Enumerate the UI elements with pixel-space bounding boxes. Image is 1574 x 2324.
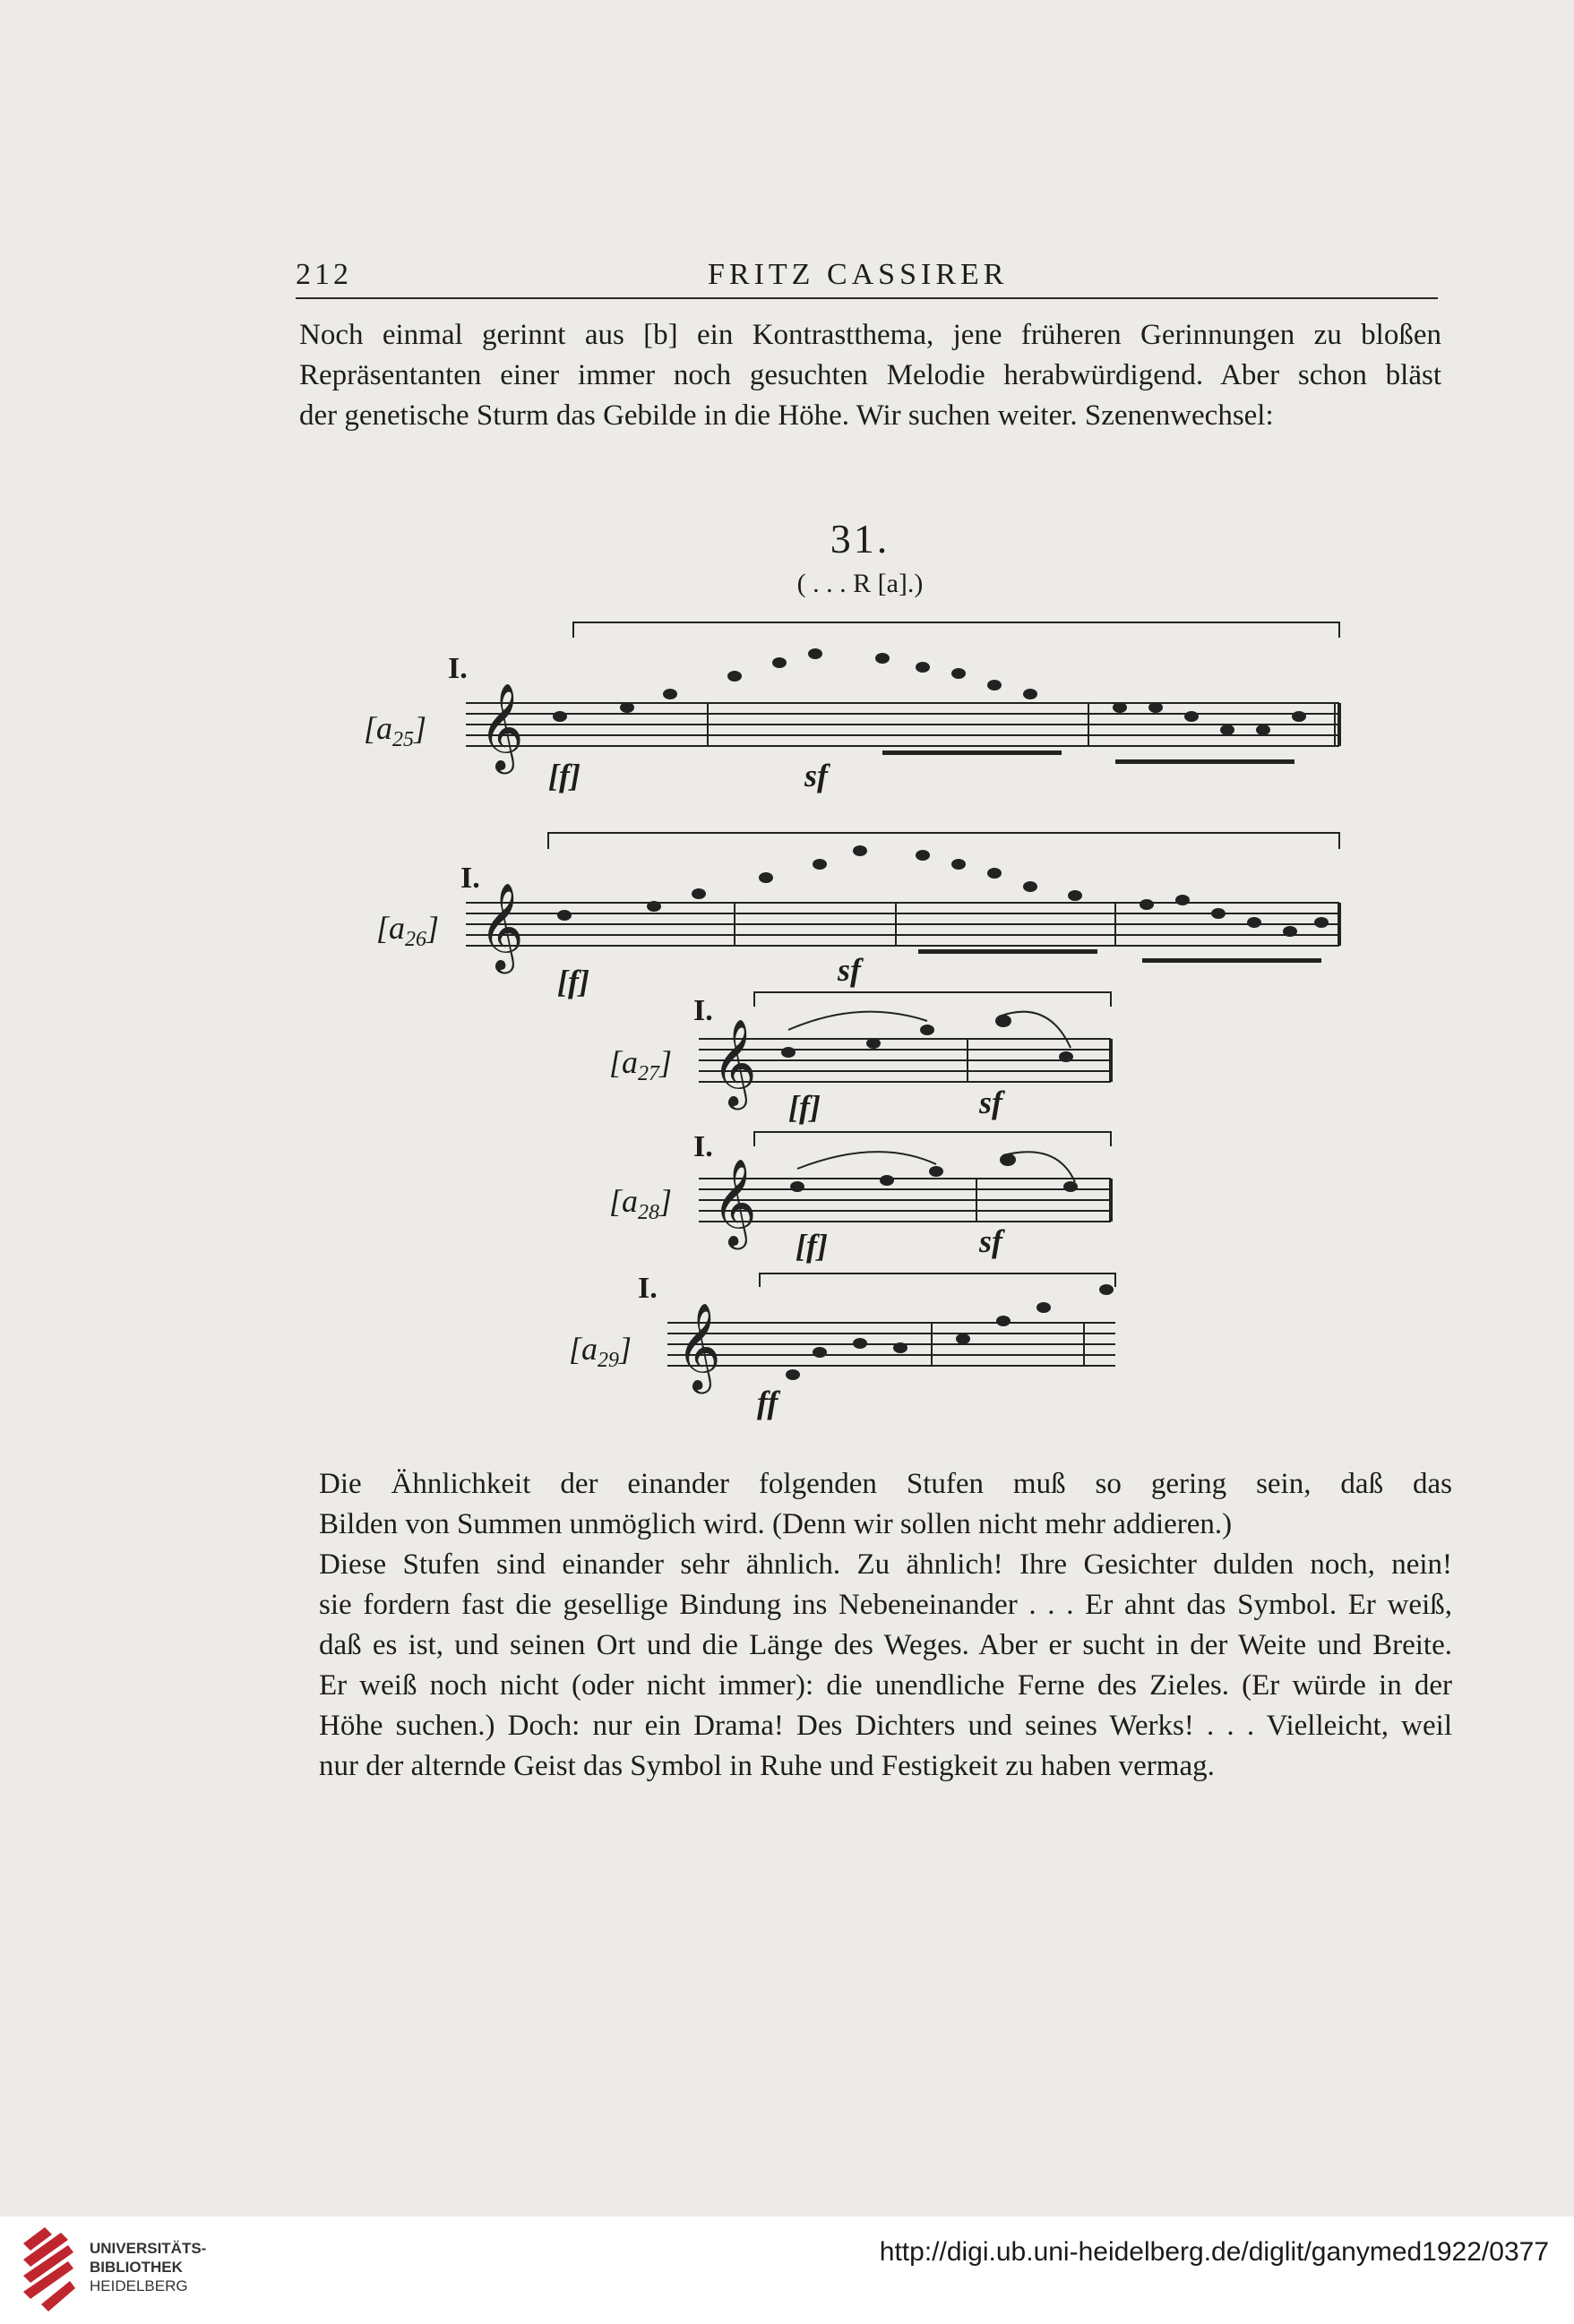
phrase-bracket	[760, 1273, 1115, 1287]
treble-clef: 𝄞	[479, 682, 524, 770]
dynamic-mark: ff	[757, 1385, 778, 1420]
dynamic-mark: sf	[979, 1223, 1002, 1259]
dynamic-mark: [f]	[557, 964, 589, 999]
text-line: der genetische Sturm das Gebilde in die Höhe. Wir suchen weiter. Szenenwechsel:	[299, 399, 1274, 432]
phrase-bracket	[548, 833, 1339, 849]
text-line: Diese Stufen sind einander sehr ähnlich. Zu ähnlich! Ihre Gesichter dulden noch, nein!	[319, 1548, 1452, 1581]
dynamic-mark: [f]	[796, 1228, 828, 1264]
treble-clef: 𝄞	[479, 882, 524, 970]
part-mark: I.	[693, 1130, 713, 1163]
running-head: FRITZ CASSIRER	[708, 258, 1009, 291]
part-mark: I.	[693, 994, 713, 1027]
treble-clef: 𝄞	[676, 1302, 721, 1390]
notes-a28	[790, 1153, 1078, 1192]
paragraph-bottom	[319, 1464, 1452, 1787]
part-mark: I.	[460, 862, 480, 895]
text-line: Noch einmal gerinnt aus [b] ein Kontrastthema, jene früheren Gerinnungen zu bloßen	[299, 319, 1441, 351]
staff-a27	[699, 1012, 1111, 1082]
library-logo[interactable]	[16, 2225, 79, 2315]
dynamic-mark: sf	[979, 1085, 1002, 1120]
treble-clef: 𝄞	[712, 1018, 757, 1106]
staff-label-a25: $[a_{25}]$	[364, 710, 427, 751]
text-line: nur der alternde Geist das Symbol in Ruhe und Festigkeit zu haben vermag.	[319, 1750, 1215, 1782]
part-mark: I.	[638, 1272, 658, 1305]
example-subtitle: ( . . . R [a].)	[796, 569, 924, 598]
staff-a26	[466, 903, 1339, 946]
staff-label-a26: $[a_{26}]$	[376, 910, 440, 951]
source-url-link[interactable]: http://digi.ub.uni-heidelberg.de/diglit/ganymed1922/0377	[879, 2237, 1549, 2267]
dynamic-mark: [f]	[548, 758, 581, 793]
staff-a25	[466, 703, 1339, 746]
footer-bar	[0, 2217, 1574, 2324]
text-line: Bilden von Summen unmöglich wird. (Denn wir sollen nicht mehr addieren.)	[319, 1508, 1233, 1540]
example-number: 31.	[830, 516, 890, 562]
staff-label-a29: $[a_{29}]$	[569, 1331, 632, 1372]
page-number: 212	[296, 258, 352, 291]
text-line: sie fordern fast die gesellige Bindung ins Nebeneinander . . . Er ahnt das Symbol. Er weiß,	[319, 1589, 1452, 1621]
dynamic-mark: sf	[804, 758, 828, 793]
phrase-bracket	[754, 1132, 1111, 1146]
dynamic-mark: sf	[838, 952, 861, 988]
text-line: Höhe suchen.) Doch: nur ein Drama! Des Dichters und seines Werks! . . . Vielleicht, weil	[319, 1710, 1452, 1742]
text-line: Er weiß noch nicht (oder nicht immer): die unendliche Ferne des Zieles. (Er würde in der	[319, 1669, 1452, 1702]
treble-clef: 𝄞	[712, 1158, 757, 1246]
phrase-bracket	[754, 992, 1111, 1007]
part-mark: I.	[448, 652, 468, 685]
library-name: UNIVERSITÄTS- BIBLIOTHEK HEIDELBERG	[90, 2240, 207, 2294]
staff-a28	[699, 1152, 1111, 1222]
text-line: Repräsentanten einer immer noch gesuchten Melodie herabwürdigend. Aber schon bläst	[299, 359, 1441, 391]
staff-a29	[667, 1323, 1115, 1366]
text-line: Die Ähnlichkeit der einander folgenden Stufen muß so gering sein, daß das	[319, 1468, 1452, 1500]
text-line: daß es ist, und seinen Ort und die Länge des Weges. Aber er sucht in der Weite und Breite.	[319, 1629, 1452, 1661]
dynamic-mark: [f]	[788, 1089, 821, 1125]
staff-label-a28: $[a_{28}]$	[609, 1183, 673, 1224]
phrase-bracket	[573, 622, 1339, 638]
staff-label-a27: $[a_{27}]$	[609, 1044, 673, 1085]
